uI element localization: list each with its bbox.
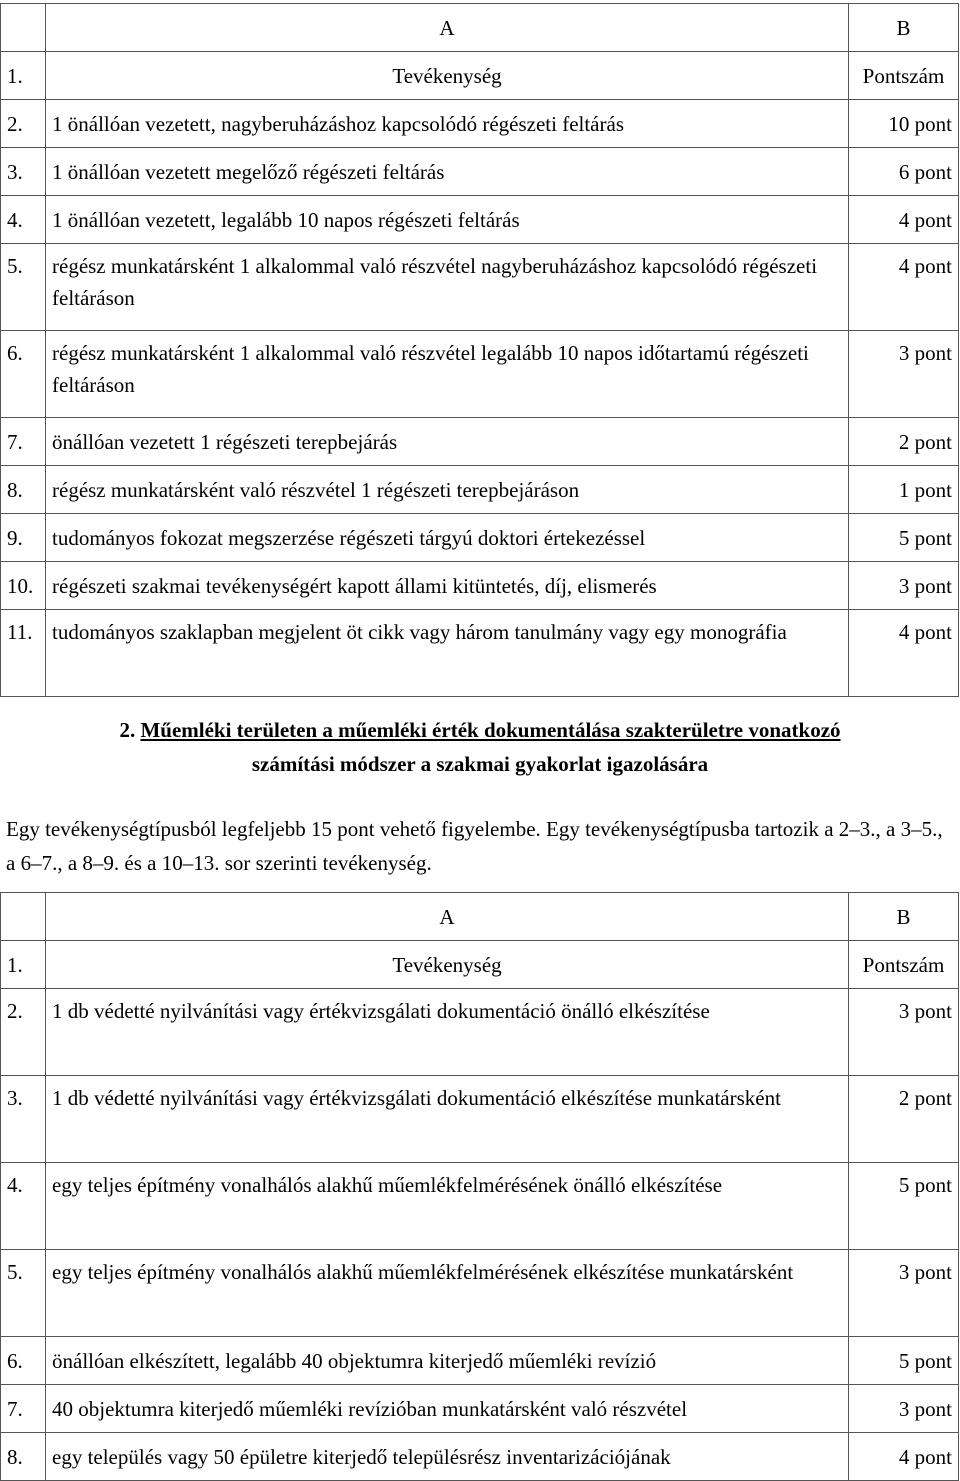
table-row [1,331,959,418]
activity-cell: régészeti szakmai tevékenységért kapott állami kitüntetés, díj, elismerés [46,562,849,610]
table-row [1,244,959,331]
row-number: 2. [1,100,46,148]
points-cell: 3 pont [849,1385,959,1433]
points-cell: 3 pont [849,562,959,610]
points-cell: 1 pont [849,466,959,514]
column-letter-row [1,4,959,52]
row-number: 5. [1,1250,46,1337]
row-number: 11. [1,610,46,697]
row-number: 1. [1,941,46,989]
points-cell: 3 pont [849,1250,959,1337]
table-row [1,610,959,697]
table-row [1,514,959,562]
table-row [1,989,959,1076]
header-row [1,941,959,989]
table-row [1,196,959,244]
row-number: 4. [1,196,46,244]
table-row [1,1337,959,1385]
activity-cell: 1 db védetté nyilvánítási vagy értékvizsgálati dokumentáció elkészítése munkatársként [46,1076,849,1163]
section-title-line2: számítási módszer a szakmai gyakorlat igazolására [251,752,709,776]
header-row [1,52,959,100]
row-number: 6. [1,331,46,418]
activity-cell: 1 önállóan vezetett megelőző régészeti feltárás [46,148,849,196]
activity-cell: tudományos szaklapban megjelent öt cikk vagy három tanulmány vagy egy monográfia [46,610,849,697]
points-cell: 10 pont [849,100,959,148]
section-note: Egy tevékenységtípusból legfeljebb 15 pont vehető figyelembe. Egy tevékenységtípusba tartozik a 2–3., a 3–5., a 6–7., a 8–9. és a 10–13. sor szerinti tevékenység. [6,817,943,875]
row-number: 3. [1,1076,46,1163]
column-a-label: A [46,893,849,941]
table-row [1,418,959,466]
points-cell: 6 pont [849,148,959,196]
row-number: 2. [1,989,46,1076]
row-number: 3. [1,148,46,196]
activity-header: Tevékenység [46,52,849,100]
activity-cell: tudományos fokozat megszerzése régészeti tárgyú doktori értekezéssel [46,514,849,562]
points-cell: 4 pont [849,610,959,697]
section-title [0,713,960,781]
monument-documentation-points-table [0,892,959,1481]
column-b-label: B [849,4,959,52]
column-b-label: B [849,893,959,941]
points-cell: 5 pont [849,514,959,562]
corner-cell [1,893,46,941]
activity-cell: régész munkatársként 1 alkalommal való részvétel nagyberuházáshoz kapcsolódó régészeti feltáráson [46,244,849,331]
table-row [1,466,959,514]
activity-cell: egy teljes építmény vonalhálós alakhű műemlékfelmérésének elkészítése munkatársként [46,1250,849,1337]
activity-cell: 1 önállóan vezetett, legalább 10 napos régészeti feltárás [46,196,849,244]
points-header: Pontszám [849,52,959,100]
row-number: 10. [1,562,46,610]
points-cell: 4 pont [849,1433,959,1481]
row-number: 9. [1,514,46,562]
row-number: 7. [1,1385,46,1433]
archaeology-points-table [0,3,959,697]
table-row [1,562,959,610]
activity-cell: egy teljes építmény vonalhálós alakhű műemlékfelmérésének önálló elkészítése [46,1163,849,1250]
points-cell: 2 pont [849,1076,959,1163]
activity-cell: egy település vagy 50 épületre kiterjedő településrész inventarizációjának [46,1433,849,1481]
activity-cell: 40 objektumra kiterjedő műemléki revízióban munkatársként való részvétel [46,1385,849,1433]
activity-cell: 1 db védetté nyilvánítási vagy értékvizsgálati dokumentáció önálló elkészítése [46,989,849,1076]
column-a-label: A [46,4,849,52]
section-title-line1: Műemléki területen a műemléki érték dokumentálása szakterületre vonatkozó [140,718,841,742]
column-letter-row [1,893,959,941]
points-cell: 4 pont [849,196,959,244]
table-row [1,148,959,196]
row-number: 4. [1,1163,46,1250]
table-row [1,1250,959,1337]
points-cell: 5 pont [849,1163,959,1250]
activity-cell: régész munkatársként való részvétel 1 régészeti terepbejáráson [46,466,849,514]
points-cell: 4 pont [849,244,959,331]
row-number: 6. [1,1337,46,1385]
table-row [1,1163,959,1250]
row-number: 7. [1,418,46,466]
points-cell: 3 pont [849,989,959,1076]
section-number: 2. [119,718,136,742]
points-cell: 3 pont [849,331,959,418]
points-cell: 2 pont [849,418,959,466]
table-row [1,1433,959,1481]
activity-cell: önállóan vezetett 1 régészeti terepbejárás [46,418,849,466]
activity-cell: 1 önállóan vezetett, nagyberuházáshoz kapcsolódó régészeti feltárás [46,100,849,148]
table-row [1,1385,959,1433]
activity-cell: önállóan elkészített, legalább 40 objektumra kiterjedő műemléki revízió [46,1337,849,1385]
points-cell: 5 pont [849,1337,959,1385]
table-row [1,1076,959,1163]
points-header: Pontszám [849,941,959,989]
corner-cell [1,4,46,52]
activity-header: Tevékenység [46,941,849,989]
table-row [1,100,959,148]
activity-cell: régész munkatársként 1 alkalommal való részvétel legalább 10 napos időtartamú régészeti feltáráson [46,331,849,418]
row-number: 8. [1,466,46,514]
row-number: 8. [1,1433,46,1481]
row-number: 1. [1,52,46,100]
row-number: 5. [1,244,46,331]
